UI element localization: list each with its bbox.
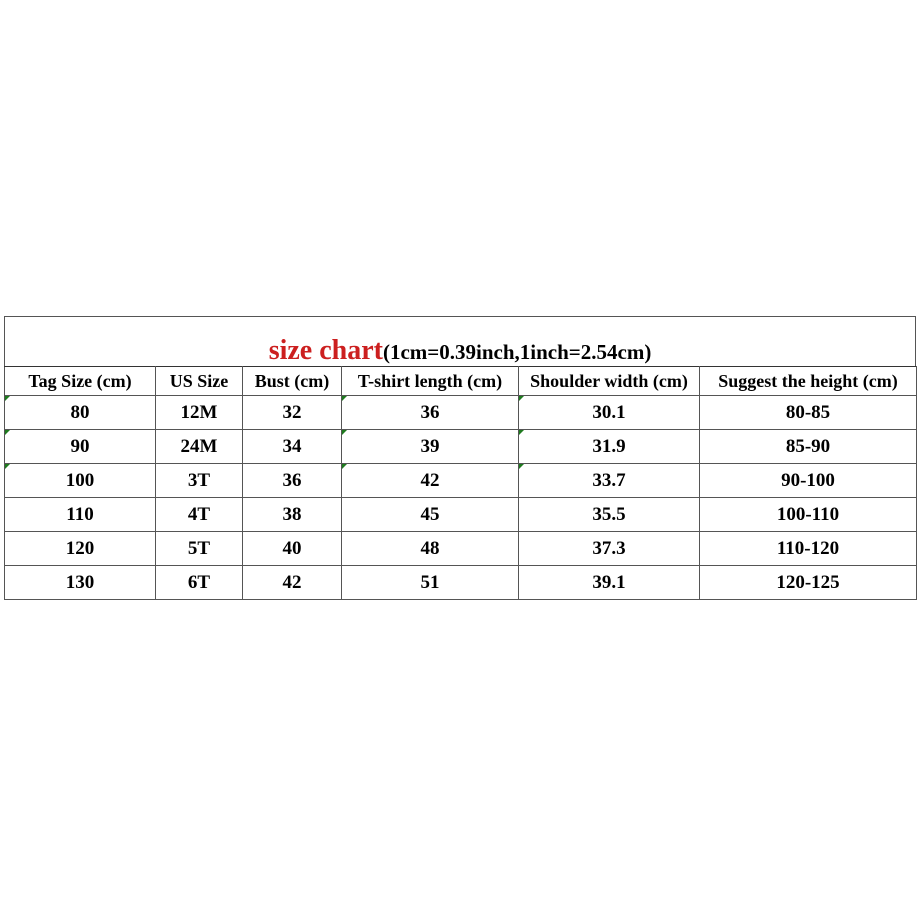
cell-suggest-height: 120-125 [700,566,917,600]
cell-tshirt-length: 42 [342,464,519,498]
cell-bust: 36 [243,464,342,498]
size-chart-title: size chart [268,335,383,366]
header-suggest-height: Suggest the height (cm) [700,367,917,396]
cell-tag-size: 100 [5,464,156,498]
cell-suggest-height: 90-100 [700,464,917,498]
cell-us-size: 6T [156,566,243,600]
cell-us-size: 5T [156,532,243,566]
cell-tag-size: 120 [5,532,156,566]
cell-shoulder-width: 30.1 [519,396,700,430]
cell-shoulder-width: 39.1 [519,566,700,600]
table-row [5,498,917,532]
cell-us-size: 12M [156,396,243,430]
header-us-size: US Size [156,367,243,396]
header-tshirt-length: T-shirt length (cm) [342,367,519,396]
size-chart [4,316,916,600]
cell-tag-size: 90 [5,430,156,464]
unit-conversion-note: (1cm=0.39inch,1inch=2.54cm) [382,340,652,364]
table-row [5,396,917,430]
header-bust: Bust (cm) [243,367,342,396]
size-table [4,366,917,600]
cell-shoulder-width: 35.5 [519,498,700,532]
cell-tshirt-length: 51 [342,566,519,600]
cell-tshirt-length: 45 [342,498,519,532]
cell-shoulder-width: 37.3 [519,532,700,566]
cell-tshirt-length: 48 [342,532,519,566]
cell-tshirt-length: 36 [342,396,519,430]
cell-suggest-height: 80-85 [700,396,917,430]
table-row [5,464,917,498]
size-chart-title-row [4,316,916,366]
cell-us-size: 3T [156,464,243,498]
cell-bust: 40 [243,532,342,566]
cell-suggest-height: 85-90 [700,430,917,464]
cell-bust: 38 [243,498,342,532]
cell-us-size: 24M [156,430,243,464]
cell-bust: 32 [243,396,342,430]
cell-shoulder-width: 33.7 [519,464,700,498]
header-tag-size: Tag Size (cm) [5,367,156,396]
table-row [5,566,917,600]
cell-bust: 34 [243,430,342,464]
cell-bust: 42 [243,566,342,600]
table-row [5,532,917,566]
header-row [5,367,917,396]
cell-shoulder-width: 31.9 [519,430,700,464]
cell-suggest-height: 100-110 [700,498,917,532]
cell-tag-size: 130 [5,566,156,600]
table-row [5,430,917,464]
cell-tag-size: 110 [5,498,156,532]
header-shoulder-width: Shoulder width (cm) [519,367,700,396]
cell-tshirt-length: 39 [342,430,519,464]
cell-suggest-height: 110-120 [700,532,917,566]
cell-us-size: 4T [156,498,243,532]
cell-tag-size: 80 [5,396,156,430]
